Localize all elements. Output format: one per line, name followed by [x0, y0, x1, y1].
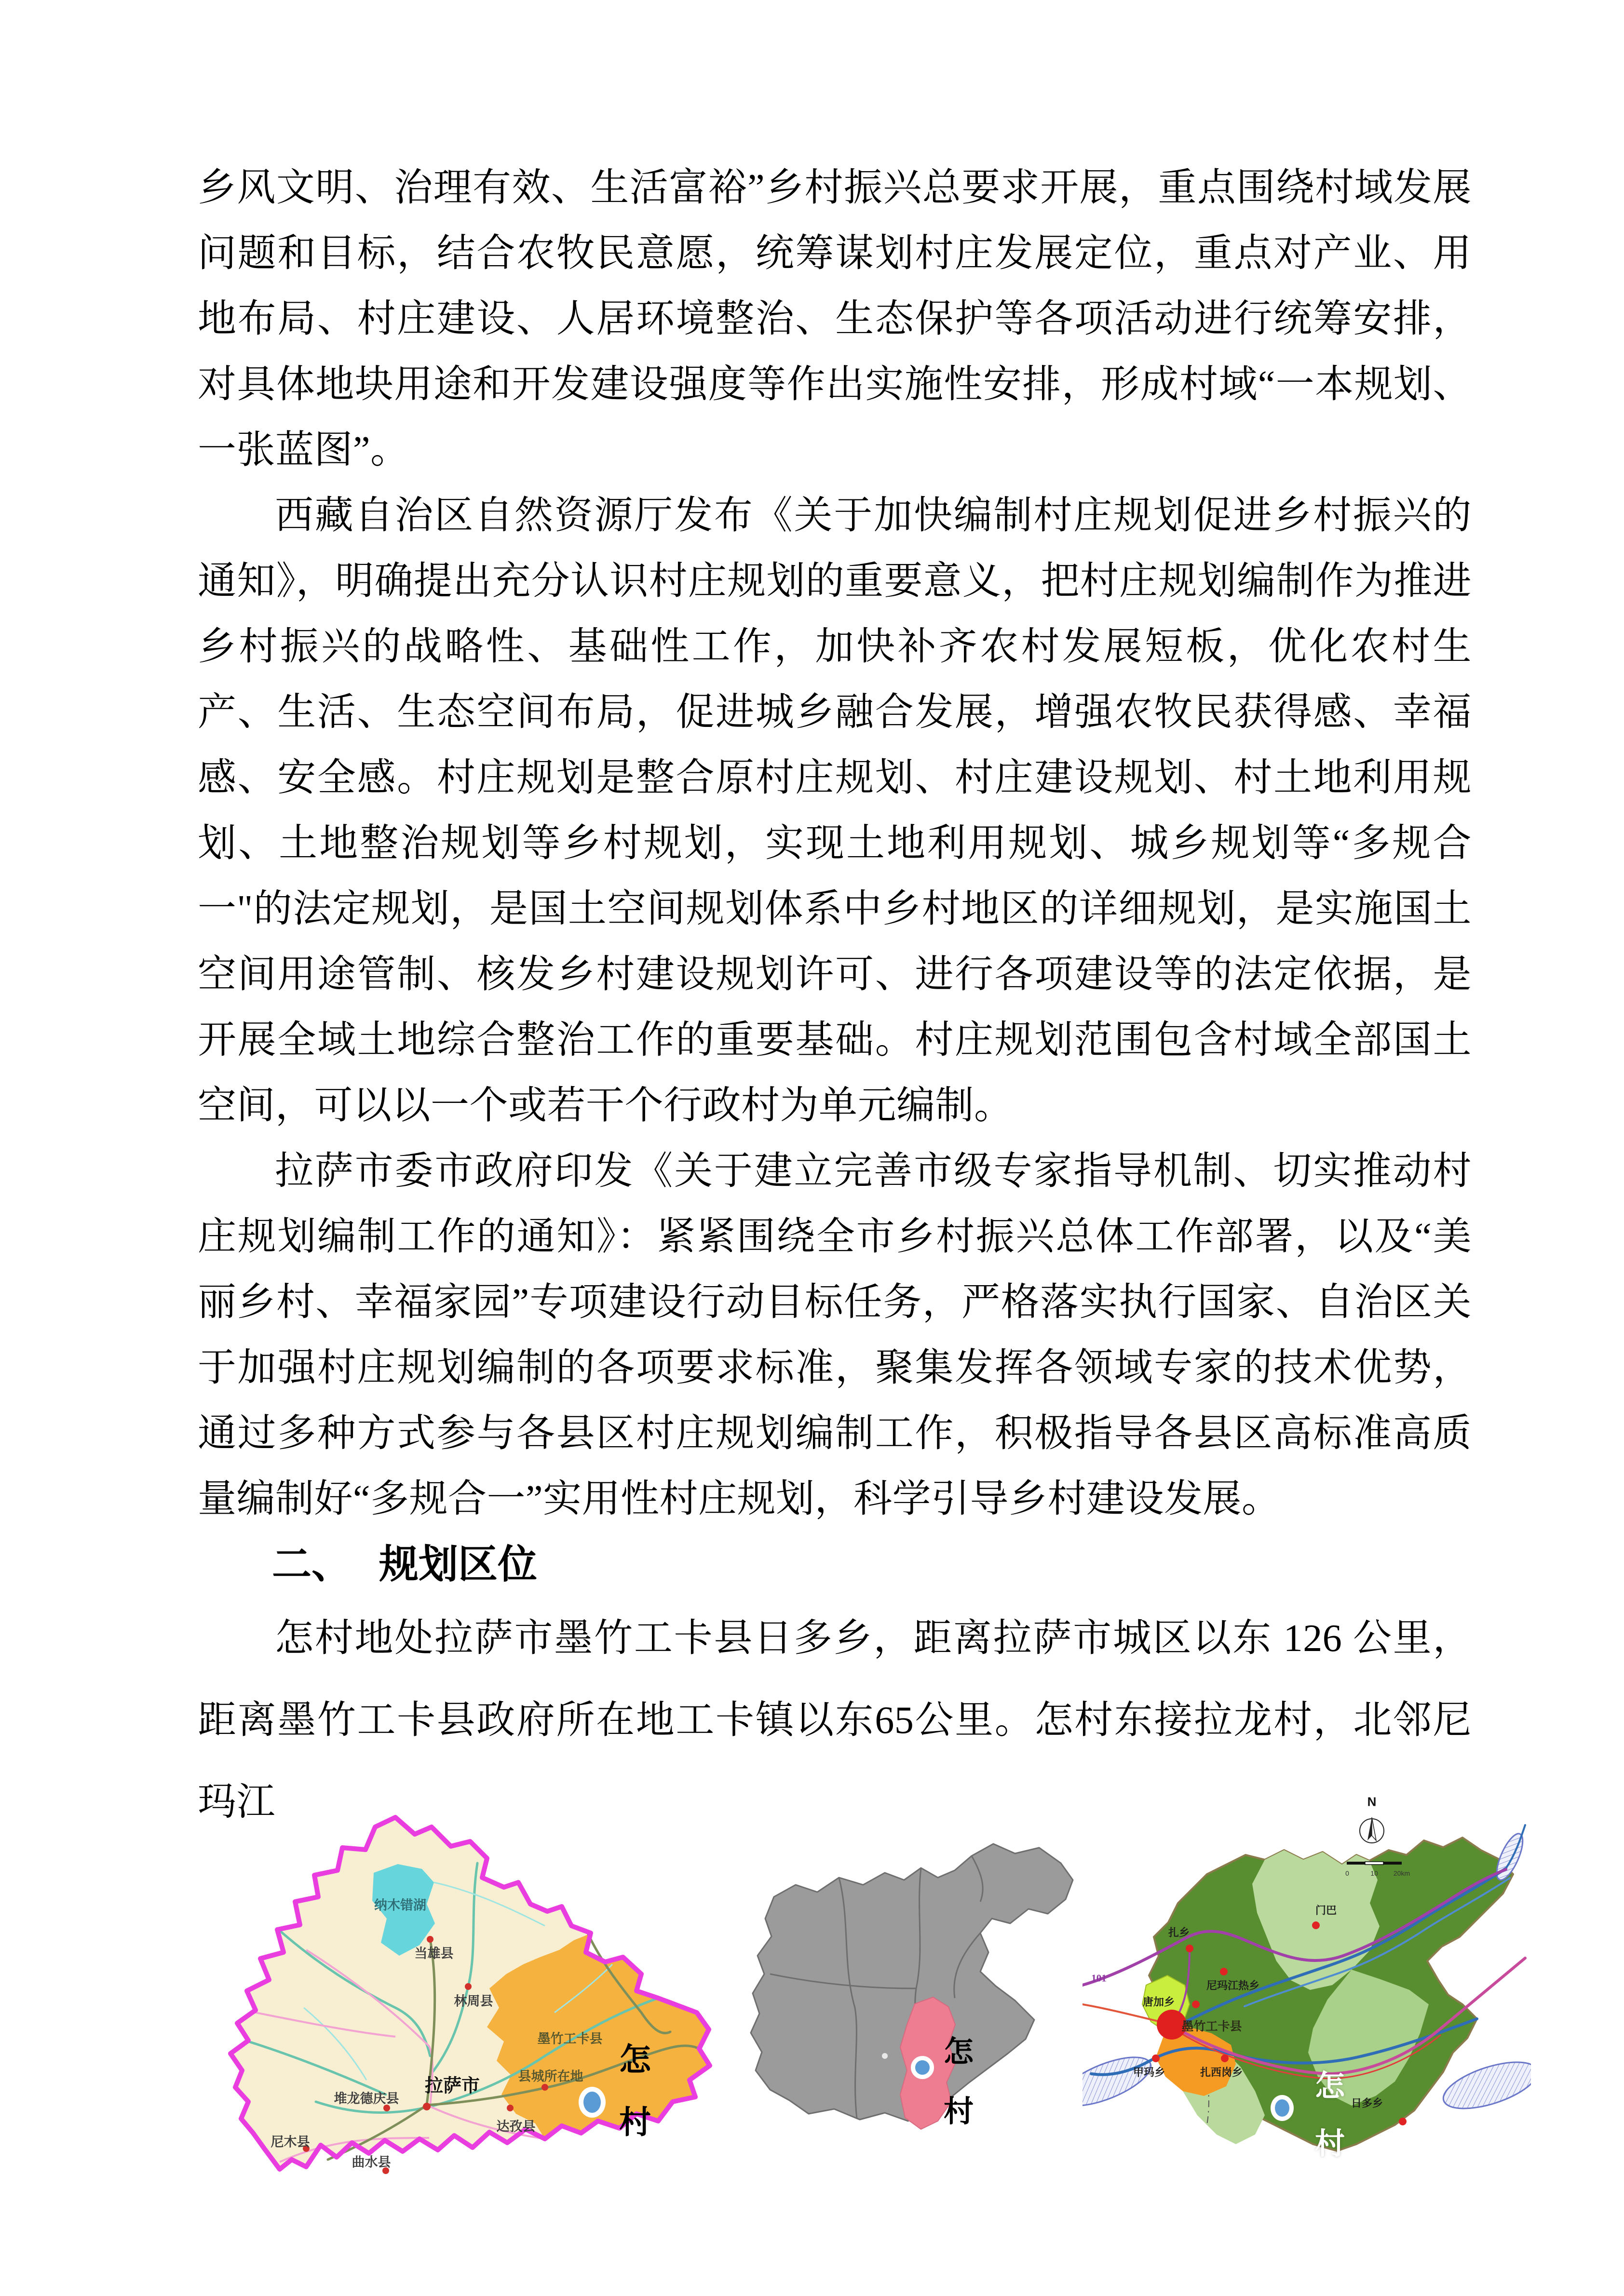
map-label-nyimajangre: 尼玛江热乡	[1206, 1979, 1260, 1992]
gray-map-graphic	[726, 1829, 1095, 2138]
map-label-dagze: 达孜县	[496, 2119, 536, 2134]
map-label-county-seat: 县城所在地	[518, 2069, 583, 2084]
scale-tick-20: 20km	[1393, 1869, 1410, 1877]
map-lhasa-city	[207, 1805, 723, 2186]
map-label-maizhokunggar: 墨竹工卡县	[537, 2031, 603, 2046]
map-label-quxu: 曲水县	[352, 2155, 391, 2170]
small-town-dot	[882, 2053, 888, 2059]
map-label-damxung: 当雄县	[414, 1946, 454, 1961]
map-label-menba: 门巴	[1315, 1904, 1337, 1917]
map-label-rido: 日多乡	[1351, 2097, 1383, 2109]
zen-village-marker	[911, 2056, 934, 2079]
paragraph-city-notice: 拉萨市委市政府印发《关于建立完善市级专家指导机制、切实推动村庄规划编制工作的通知》：紧紧围绕全市乡村振兴总体工作部署，以及“美丽乡村、幸福家园”专项建设行动目标任务，严格落实执行国家、自治区关于加强村庄规划编制的各项要求标准，聚集发挥各领域专家的技术优势，通过多种方式参与各县区村庄规划编制工作，积极指导各县区高标准高质量编制好“多规合一”实用性村庄规划，科学引导乡村建设发展。	[198, 1150, 1472, 1520]
map-label-zhaxigang: 扎西岗乡	[1200, 2066, 1243, 2079]
paragraph-continued: 乡风文明、治理有效、生活富裕”乡村振兴总要求开展，重点围绕村域发展问题和目标，结合农牧民意愿，统筹谋划村庄发展定位，重点对产业、用地布局、村庄建设、人居环境整治、生态保护等各项活动进行统筹安排，对具体地块用途和开发建设强度等作出实施性安排，形成村域“一本规划、一张蓝图”。	[198, 167, 1472, 471]
heading-title: 规划区位	[379, 1543, 538, 1586]
paragraph-region-notice: 西藏自治区自然资源厅发布《关于加快编制村庄规划促进乡村振兴的通知》，明确提出充分认识村庄规划的重要意义，把村庄规划编制作为推进乡村振兴的战略性、基础性工作，加快补齐农村发展短板，优化农村生产、生活、生态空间布局，促进城乡融合发展，增强农牧民获得感、幸福感、安全感。村庄规划是整合原村庄规划、村庄建设规划、村土地利用规划、土地整治规划等乡村规划，实现土地利用规划、城乡规划等“多规合一"的法定规划，是国土空间规划体系中乡村地区的详细规划，是实施国土空间用途管制、核发乡村建设规划许可、进行各项建设等的法定依据，是开展全域土地综合整治工作的重要基础。村庄规划范围包含村域全部国土空间，可以以一个或若干个行政村为单元编制。	[198, 495, 1472, 1127]
zen-village-label: 怎村	[619, 2041, 651, 2140]
map-label-jiama: 甲玛乡	[1133, 2066, 1165, 2079]
map-label-zha-township: 扎乡	[1168, 1926, 1190, 1939]
zen-village-marker	[579, 2087, 606, 2118]
zen-village-label: 怎村	[1314, 2069, 1345, 2161]
map-label-lhunzhub: 林周县	[454, 1994, 493, 2009]
zen-village-marker	[1271, 2095, 1294, 2121]
scale-bar-icon	[1347, 1862, 1402, 1865]
scale-tick-0: 0	[1345, 1869, 1349, 1877]
map-label-lhasa-city: 拉萨市	[424, 2076, 480, 2096]
zen-village-label: 怎村	[943, 2035, 974, 2128]
map-county-townships	[726, 1829, 1095, 2138]
map-label-road-number: 101	[1091, 1972, 1107, 1984]
north-arrow-icon	[1360, 1817, 1384, 1843]
map-county-green	[1083, 1779, 1531, 2172]
section-heading	[198, 1532, 1472, 1598]
map-label-doilungdeqen: 堆龙德庆县	[334, 2091, 399, 2106]
map-label-maizhokunggar: 墨竹工卡县	[1181, 2020, 1242, 2033]
text-content	[198, 155, 1472, 1843]
map-label-namtso: 纳木错湖	[374, 1898, 426, 1913]
map-label-tangjia: 唐加乡	[1142, 1996, 1175, 2008]
north-arrow-label: N	[1367, 1794, 1377, 1809]
paragraph-location: 怎村地处拉萨市墨竹工卡县日多乡，距离拉萨市城区以东 126 公里，距离墨竹工卡县政府所在地工卡镇以东65公里。怎村东接拉龙村，北邻尼玛江	[198, 1617, 1472, 1824]
heading-number: 二、	[272, 1543, 352, 1586]
map-label-nyemo: 尼木县	[271, 2135, 310, 2149]
green-map-graphic	[1083, 1779, 1531, 2172]
scale-tick-10: 10	[1370, 1869, 1378, 1877]
